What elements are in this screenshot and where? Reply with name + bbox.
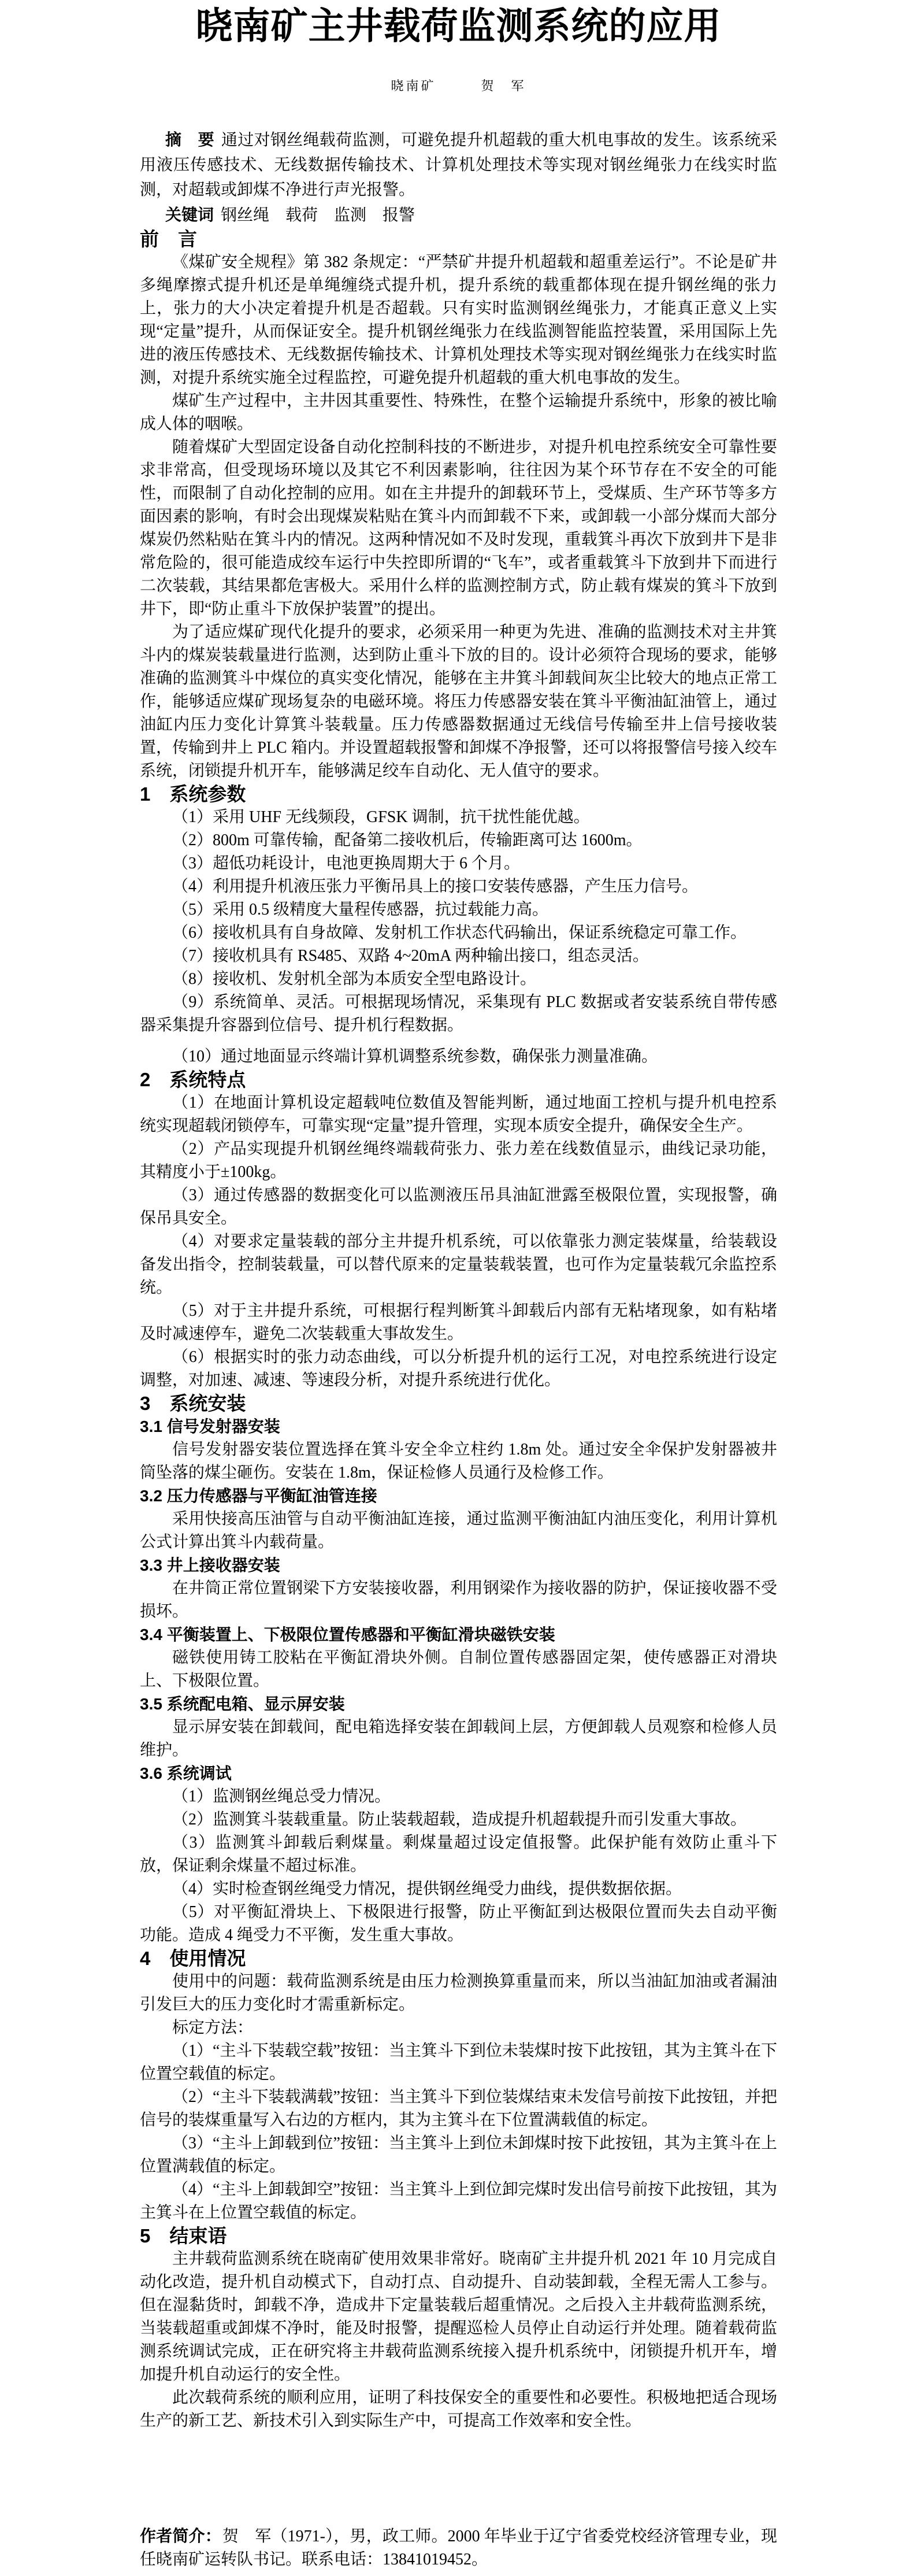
section-heading: 4 使用情况 — [140, 1948, 246, 1969]
paragraph: 磁铁使用铸工胶粘在平衡缸滑块外侧。自制位置传感器固定架，使传感器正对滑块上、下极限位置。 — [140, 1649, 777, 1690]
subsection-heading: 3.6 系统调试 — [140, 1764, 232, 1782]
subsection-heading: 3.4 平衡装置上、下极限位置传感器和平衡缸滑块磁铁安装 — [140, 1626, 555, 1644]
paragraph: 信号发射器安装位置选择在箕斗安全伞立柱约 1.8m 处。通过安全伞保护发射器被井筒坠落的煤尘砸伤。安装在 1.8m，保证检修人员通行及检修工作。 — [140, 1441, 777, 1482]
abstract — [140, 127, 777, 202]
paragraph: （6）根据实时的张力动态曲线，可以分析提升机的运行工况，对电控系统进行设定调整，对加速、减速、等速段分析，对提升系统进行优化。 — [140, 1348, 777, 1389]
subsection-heading: 3.3 井上接收器安装 — [140, 1556, 280, 1574]
abstract-label: 摘 要 — [165, 131, 214, 149]
paragraph: 在井筒正常位置钢梁下方安装接收器，利用钢梁作为接收器的防护，保证接收器不受损坏。 — [140, 1579, 777, 1620]
paragraph: （1）在地面计算机设定超载吨位数值及智能判断，通过地面工控机与提升机电控系统实现超载闭锁停车，可靠实现“定量”提升管理，实现本质安全提升，确保安全生产。 — [140, 1094, 777, 1135]
author-bio-text: 贺 军（1971-），男，政工师。2000 年毕业于辽宁省委党校经济管理专业，现任晓南矿运转队书记。联系电话：13841019452。 — [140, 2527, 777, 2568]
keywords-label: 关键词 — [165, 206, 214, 224]
section-heading: 2 系统特点 — [140, 1069, 246, 1090]
author-bio — [140, 2525, 777, 2571]
abstract-text: 通过对钢丝绳载荷监测，可避免提升机超载的重大机电事故的发生。该系统采用液压传感技术、无线数据传输技术、计算机处理技术等实现对钢丝绳张力在线实时监测，对超载或卸煤不净进行声光报警。 — [140, 131, 777, 199]
paragraph: （2）监测箕斗装载重量。防止装载超载，造成提升机超载提升而引发重大事故。 — [172, 1811, 747, 1829]
section-heading: 3 系统安装 — [140, 1393, 246, 1414]
paragraph: 煤矿生产过程中，主井因其重要性、特殊性，在整个运输提升系统中，形象的被比喻成人体的咽喉。 — [140, 392, 777, 433]
paragraph: （5）对于主井提升系统，可根据行程判断箕斗卸载后内部有无粘堵现象，如有粘堵及时减速停车，避免二次装载重大事故发生。 — [140, 1302, 777, 1343]
keywords-text: 钢丝绳 载荷 监测 报警 — [221, 206, 415, 224]
paragraph: 主井载荷监测系统在晓南矿使用效果非常好。晓南矿主井提升机 2021 年 10 月完成自动化改造，提升机自动模式下，自动打点、自动提升、自动装卸载，全程无需人工参与。但在湿黏货时，卸载不净，造成井下定量装载后超重情况。之后投入主井载荷监测系统，当装载超重或卸煤不净时，能及时报警，提醒巡检人员停止自动运行并处理。随着载荷监测系统调试完成，正在研究将主井载荷监测系统接入提升机系统中，闭锁提升机开车，增加提升机自动运行的安全性。 — [140, 2250, 777, 2383]
paragraph: （3）超低功耗设计，电池更换周期大于 6 个月。 — [172, 854, 521, 872]
paragraph: （1）监测钢丝绳总受力情况。 — [172, 1787, 391, 1805]
paragraph: 《煤矿安全规程》第 382 条规定：“严禁矿井提升机超载和超重差运行”。不论是矿井多绳摩擦式提升机还是单绳缠绕式提升机，提升系统的载重都体现在提升钢丝绳的张力上，张力的大小决定着提升机是否超载。只有实时监测钢丝绳张力，才能真正意义上实现“定量”提升，从而保证安全。提升机钢丝绳张力在线监测智能监控装置，采用国际上先进的液压传感技术、无线数据传输技术、计算机处理技术等实现对钢丝绳张力在线实时监测，对提升系统实施全过程监控，可避免提升机超载的重大机电事故的发生。 — [140, 253, 777, 387]
paragraph: （7）接收机具有 RS485、双路 4~20mA 两种输出接口，组态灵活。 — [172, 947, 649, 965]
abstract-block — [140, 127, 777, 228]
paragraph: （2）“主斗下装载满载”按钮：当主箕斗下到位装煤结束未发信号前按下此按钮，并把信号的装煤重量写入右边的方框内，其为主箕斗在下位置满载值的标定。 — [140, 2088, 777, 2129]
paragraph: （4）对要求定量装载的部分主井提升机系统，可以依靠张力测定装煤量，给装载设备发出指令，控制装载量，可以替代原来的定量装载装置，也可作为定量装载冗余监控系统。 — [140, 1233, 777, 1297]
author-bio-label: 作者简介： — [140, 2527, 221, 2545]
subsection-heading: 3.1 信号发射器安装 — [140, 1417, 280, 1435]
document-body — [0, 228, 917, 2433]
page-title: 晓南矿主井载荷监测系统的应用 — [195, 5, 722, 47]
paragraph: （5）对平衡缸滑块上、下极限进行报警，防止平衡缸到达极限位置而失去自动平衡功能。造成 4 绳受力不平衡，发生重大事故。 — [140, 1903, 777, 1944]
front-matter — [0, 127, 917, 228]
paragraph: 为了适应煤矿现代化提升的要求，必须采用一种更为先进、准确的监测技术对主井箕斗内的煤炭装载量进行监测，达到防止重斗下放的目的。设计必须符合现场的要求，能够准确的监测箕斗中煤位的真实变化情况，能够在主井箕斗卸载间灰尘比较大的地点正常工作，能够适应煤矿现场复杂的电磁环境。将压力传感器安装在箕斗平衡油缸油管上，通过油缸内压力变化计算箕斗装载量。压力传感器数据通过无线信号传输至井上信号接收装置，传输到井上 PLC 箱内。并设置超载报警和卸煤不净报警，还可以将报警信号接入绞车系统，闭锁提升机开车，能够满足绞车自动化、无人值守的要求。 — [140, 623, 777, 780]
paragraph: （2）800m 可靠传输，配备第二接收机后，传输距离可达 1600m。 — [172, 831, 643, 849]
paragraph: （9）系统简单、灵活。可根据现场情况，采集现有 PLC 数据或者安装系统自带传感器采集提升容器到位信号、提升机行程数据。 — [140, 993, 777, 1034]
paragraph-spacer — [140, 1037, 777, 1045]
paragraph: 标定方法： — [172, 2019, 254, 2037]
paragraph: 显示屏安装在卸载间，配电箱选择安装在卸载间上层，方便卸载人员观察和检修人员维护。 — [140, 1718, 777, 1759]
paragraph: （6）接收机具有自身故障、发射机工作状态代码输出，保证系统稳定可靠工作。 — [172, 924, 747, 942]
subsection-heading: 3.2 压力传感器与平衡缸油管连接 — [140, 1487, 377, 1505]
byline: 晓南矿 贺 军 — [391, 79, 526, 93]
paragraph: （10）通过地面显示终端计算机调整系统参数，确保张力测量准确。 — [172, 1048, 658, 1065]
subsection-heading: 3.5 系统配电箱、显示屏安装 — [140, 1695, 345, 1713]
paragraph: （3）监测箕斗卸载后剩煤量。剩煤量超过设定值报警。此保护能有效防止重斗下放，保证剩余煤量不超过标准。 — [140, 1834, 777, 1875]
section-heading: 前 言 — [140, 228, 197, 250]
paragraph: （1）“主斗下装载空载”按钮：当主箕斗下到位未装煤时按下此按钮，其为主箕斗在下位置空载值的标定。 — [140, 2042, 777, 2083]
section-heading: 5 结束语 — [140, 2225, 227, 2246]
paragraph: （3）“主斗上卸载到位”按钮：当主箕斗上到位未卸煤时按下此按钮，其为主箕斗在上位置满载值的标定。 — [140, 2134, 777, 2175]
paragraph: （1）采用 UHF 无线频段，GFSK 调制，抗干扰性能优越。 — [172, 808, 590, 826]
section-heading: 1 系统参数 — [140, 783, 246, 805]
paragraph: （4）“主斗上卸载卸空”按钮：当主箕斗上到位卸完煤时发出信号前按下此按钮，其为主箕斗在上位置空载值的标定。 — [140, 2181, 777, 2222]
paragraph: （4）实时检查钢丝绳受力情况，提供钢丝绳受力曲线，提供数据依据。 — [172, 1880, 682, 1898]
author-block — [0, 2521, 917, 2571]
keywords — [140, 202, 777, 228]
paragraph: （8）接收机、发射机全部为本质安全型电路设计。 — [172, 970, 537, 988]
paragraph: 采用快接高压油管与自动平衡油缸连接，通过监测平衡油缸内油压变化，利用计算机公式计算出箕斗内载荷量。 — [140, 1510, 777, 1551]
paragraph: （2）产品实现提升机钢丝绳终端载荷张力、张力差在线数值显示，曲线记录功能，其精度小于±100kg。 — [140, 1140, 777, 1181]
paragraph: （3）通过传感器的数据变化可以监测液压吊具油缸泄露至极限位置，实现报警，确保吊具安全。 — [140, 1186, 777, 1227]
paragraph: 使用中的问题：载荷监测系统是由压力检测换算重量而来，所以当油缸加油或者漏油引发巨大的压力变化时才需重新标定。 — [140, 1972, 777, 2014]
paragraph: 随着煤矿大型固定设备自动化控制科技的不断进步，对提升机电控系统安全可靠性要求非常高，但受现场环境以及其它不利因素影响，往往因为某个环节存在不安全的可能性，而限制了自动化控制的应用。如在主井提升的卸载环节上，受煤质、生产环节等多方面因素的影响，有时会出现煤炭粘贴在箕斗内而卸载不下来，或卸载一小部分煤而大部分煤炭仍然粘贴在箕斗内的情况。这两种情况如不及时发现，重载箕斗再次下放到井下是非常危险的，很可能造成绞车运行中失控即所谓的“飞车”，或者重载箕斗下放到井下而进行二次装载，其结果都危害极大。采用什么样的监测控制方式，防止载有煤炭的箕斗下放到井下，即“防止重斗下放保护装置”的提出。 — [140, 438, 777, 618]
paragraph: 此次载荷系统的顺利应用，证明了科技保安全的重要性和必要性。积极地把适合现场生产的新工艺、新技术引入到实际生产中，可提高工作效率和安全性。 — [140, 2389, 777, 2430]
paragraph: （4）利用提升机液压张力平衡吊具上的接口安装传感器，产生压力信号。 — [172, 878, 699, 895]
paragraph: （5）采用 0.5 级精度大量程传感器，抗过载能力高。 — [172, 901, 549, 919]
